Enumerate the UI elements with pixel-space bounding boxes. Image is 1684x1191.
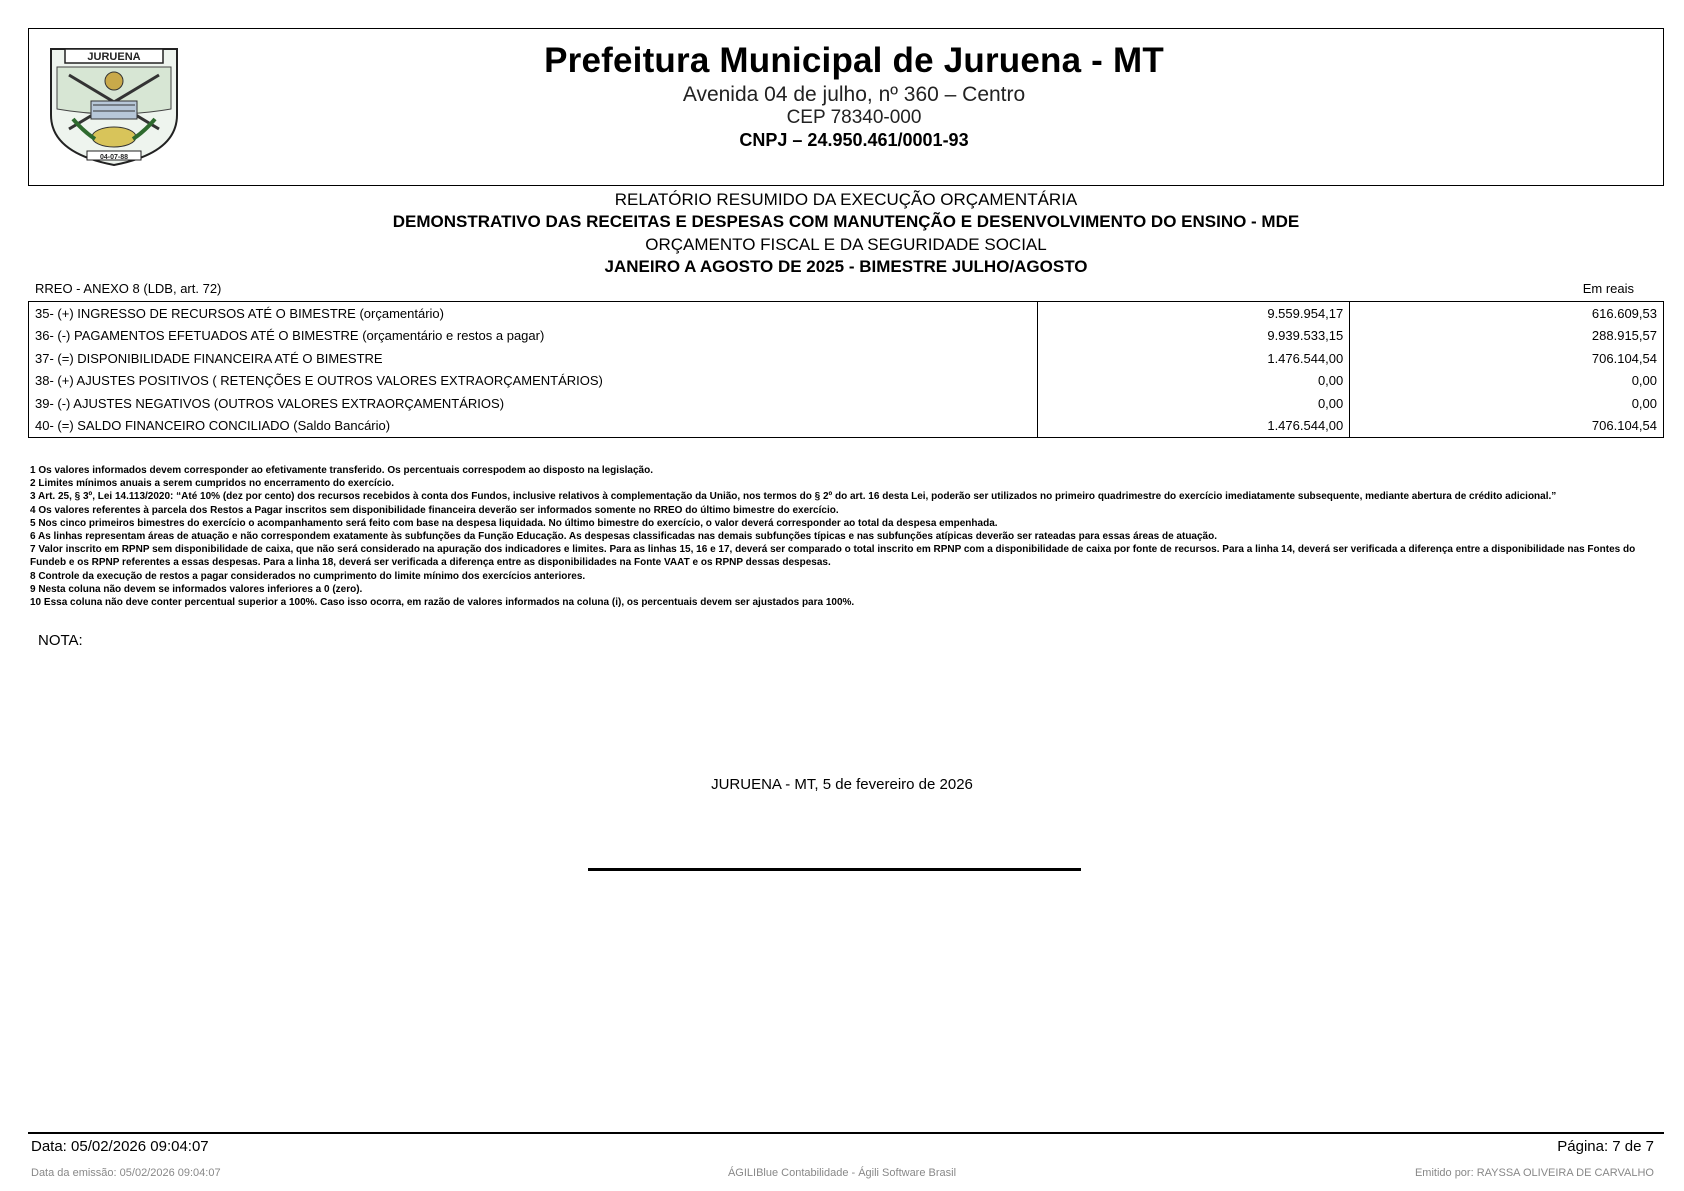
nota-label: NOTA: [38,632,83,649]
report-title-1: RELATÓRIO RESUMIDO DA EXECUÇÃO ORÇAMENTÁRIA [614,190,1078,209]
footnote: 7 Valor inscrito em RPNP sem disponibilidade de caixa, que não será considerado na apuração dos indicadores e limites. Para as linhas 15, 16 e 17, deverá ser comparado o total inscrito em RPNP com a disponibilidade de caixa por fonte de recursos. Para a linha 14, deverá ser verificada a diferença entre a disponibilidade nas Fontes do Fundeb e os RPNP referentes a essas despesas. Para a linha 18, deverá ser verificada a diferença entre as disponibilidades na Fonte VAAT e os RPNP dessas despesas. [30,544,1636,569]
cep-line: CEP 78340-000 [786,107,922,128]
municipality-name: Prefeitura Municipal de Juruena - MT [544,41,1164,80]
footnote: 2 Limites mínimos anuais a serem cumpridos no encerramento do exercício. [30,478,395,490]
financial-table [28,301,1664,438]
svg-text:JURUENA: JURUENA [87,51,141,63]
table-row [29,347,1664,370]
row-value-2: 706.104,54 [1350,347,1664,370]
row-value-2: 0,00 [1350,370,1664,393]
table-row [29,392,1664,415]
row-label: 40- (=) SALDO FINANCEIRO CONCILIADO (Saldo Bancário) [29,415,1038,438]
row-label: 35- (+) INGRESSO DE RECURSOS ATÉ O BIMESTRE (orçamentário) [29,302,1038,325]
report-titles [28,188,1664,278]
svg-text:04-07-88: 04-07-88 [99,154,129,161]
address-line: Avenida 04 de julho, nº 360 – Centro [682,83,1026,106]
row-value-2: 616.609,53 [1350,302,1664,325]
table-row [29,415,1664,438]
footer-issued-by: Emitido por: RAYSSA OLIVEIRA DE CARVALHO [1414,1167,1654,1179]
row-label: 36- (-) PAGAMENTOS EFETUADOS ATÉ O BIMESTRE (orçamentário e restos a pagar) [29,325,1038,348]
report-title-3: ORÇAMENTO FISCAL E DA SEGURIDADE SOCIAL [645,235,1047,254]
footer-software: ÁGILIBlue Contabilidade - Ágili Software Brasil [727,1167,957,1179]
row-value-2: 0,00 [1350,392,1664,415]
footnote: 8 Controle da execução de restos a pagar considerados no cumprimento do limite mínimo dos exercícios anteriores. [30,570,586,582]
footer-emission-date: Data da emissão: 05/02/2026 09:04:07 [31,1167,221,1179]
row-value-1: 9.559.954,17 [1037,302,1350,325]
report-title-2: DEMONSTRATIVO DAS RECEITAS E DESPESAS COM MANUTENÇÃO E DESENVOLVIMENTO DO ENSINO - MDE [392,212,1300,231]
row-value-2: 706.104,54 [1350,415,1664,438]
row-value-2: 288.915,57 [1350,325,1664,348]
row-label: 39- (-) AJUSTES NEGATIVOS (OUTROS VALORES EXTRAORÇAMENTÁRIOS) [29,392,1038,415]
footer-page-number: Página: 7 de 7 [1557,1138,1654,1155]
footnote: 10 Essa coluna não deve conter percentual superior a 100%. Caso isso ocorra, em razão de valores informados na coluna (i), os percentuais devem ser ajustados para 100%. [30,597,855,609]
footnote: 3 Art. 25, § 3º, Lei 14.113/2020: “Até 10% (dez por cento) dos recursos recebidos à conta dos Fundos, inclusive relativos à complementação da União, nos termos do § 2º do art. 16 desta Lei, poderão ser utilizados no primeiro quadrimestre do exercício imediatamente subsequente, mediante abertura de crédito adicional.” [30,491,1557,503]
row-value-1: 0,00 [1037,392,1350,415]
row-value-1: 0,00 [1037,370,1350,393]
footnote: 9 Nesta coluna não devem se informados valores inferiores a 0 (zero). [30,583,363,595]
place-date: JURUENA - MT, 5 de fevereiro de 2026 [711,776,973,793]
row-value-1: 1.476.544,00 [1037,347,1350,370]
footer-divider [28,1132,1664,1134]
row-label: 37- (=) DISPONIBILIDADE FINANCEIRA ATÉ O BIMESTRE [29,347,1038,370]
footnotes [30,464,1660,609]
annex-label: RREO - ANEXO 8 (LDB, art. 72) [35,281,222,296]
report-title-4: JANEIRO A AGOSTO DE 2025 - BIMESTRE JULHO/AGOSTO [604,257,1088,276]
row-value-1: 1.476.544,00 [1037,415,1350,438]
footnote: 6 As linhas representam áreas de atuação e não correspondem exatamente às subfunções da Função Educação. As despesas classificadas nas demais subfunções típicas e nas subfunções atípicas deverão ser rateadas para essas áreas de atuação. [30,531,1218,543]
header-box [28,28,1664,186]
units-label: Em reais [1582,281,1634,296]
footer-date: Data: 05/02/2026 09:04:07 [31,1138,209,1155]
footnote: 5 Nos cinco primeiros bimestres do exercício o acompanhamento será feito com base na despesa liquidada. No último bimestre do exercício, o valor deverá corresponder ao total da despesa empenhada. [30,517,998,529]
row-label: 38- (+) AJUSTES POSITIVOS ( RETENÇÕES E OUTROS VALORES EXTRAORÇAMENTÁRIOS) [29,370,1038,393]
footnote: 4 Os valores referentes à parcela dos Restos a Pagar inscritos sem disponibilidade financeira deverão ser informados somente no RREO do último bimestre do exercício. [30,504,839,516]
table-row [29,370,1664,393]
footnote: 1 Os valores informados devem corresponder ao efetivamente transferido. Os percentuais correspodem ao disposto na legislação. [30,465,653,476]
table-row [29,325,1664,348]
table-row [29,302,1664,325]
signature-line [588,868,1081,871]
row-value-1: 9.939.533,15 [1037,325,1350,348]
cnpj-line: CNPJ – 24.950.461/0001-93 [739,130,969,150]
